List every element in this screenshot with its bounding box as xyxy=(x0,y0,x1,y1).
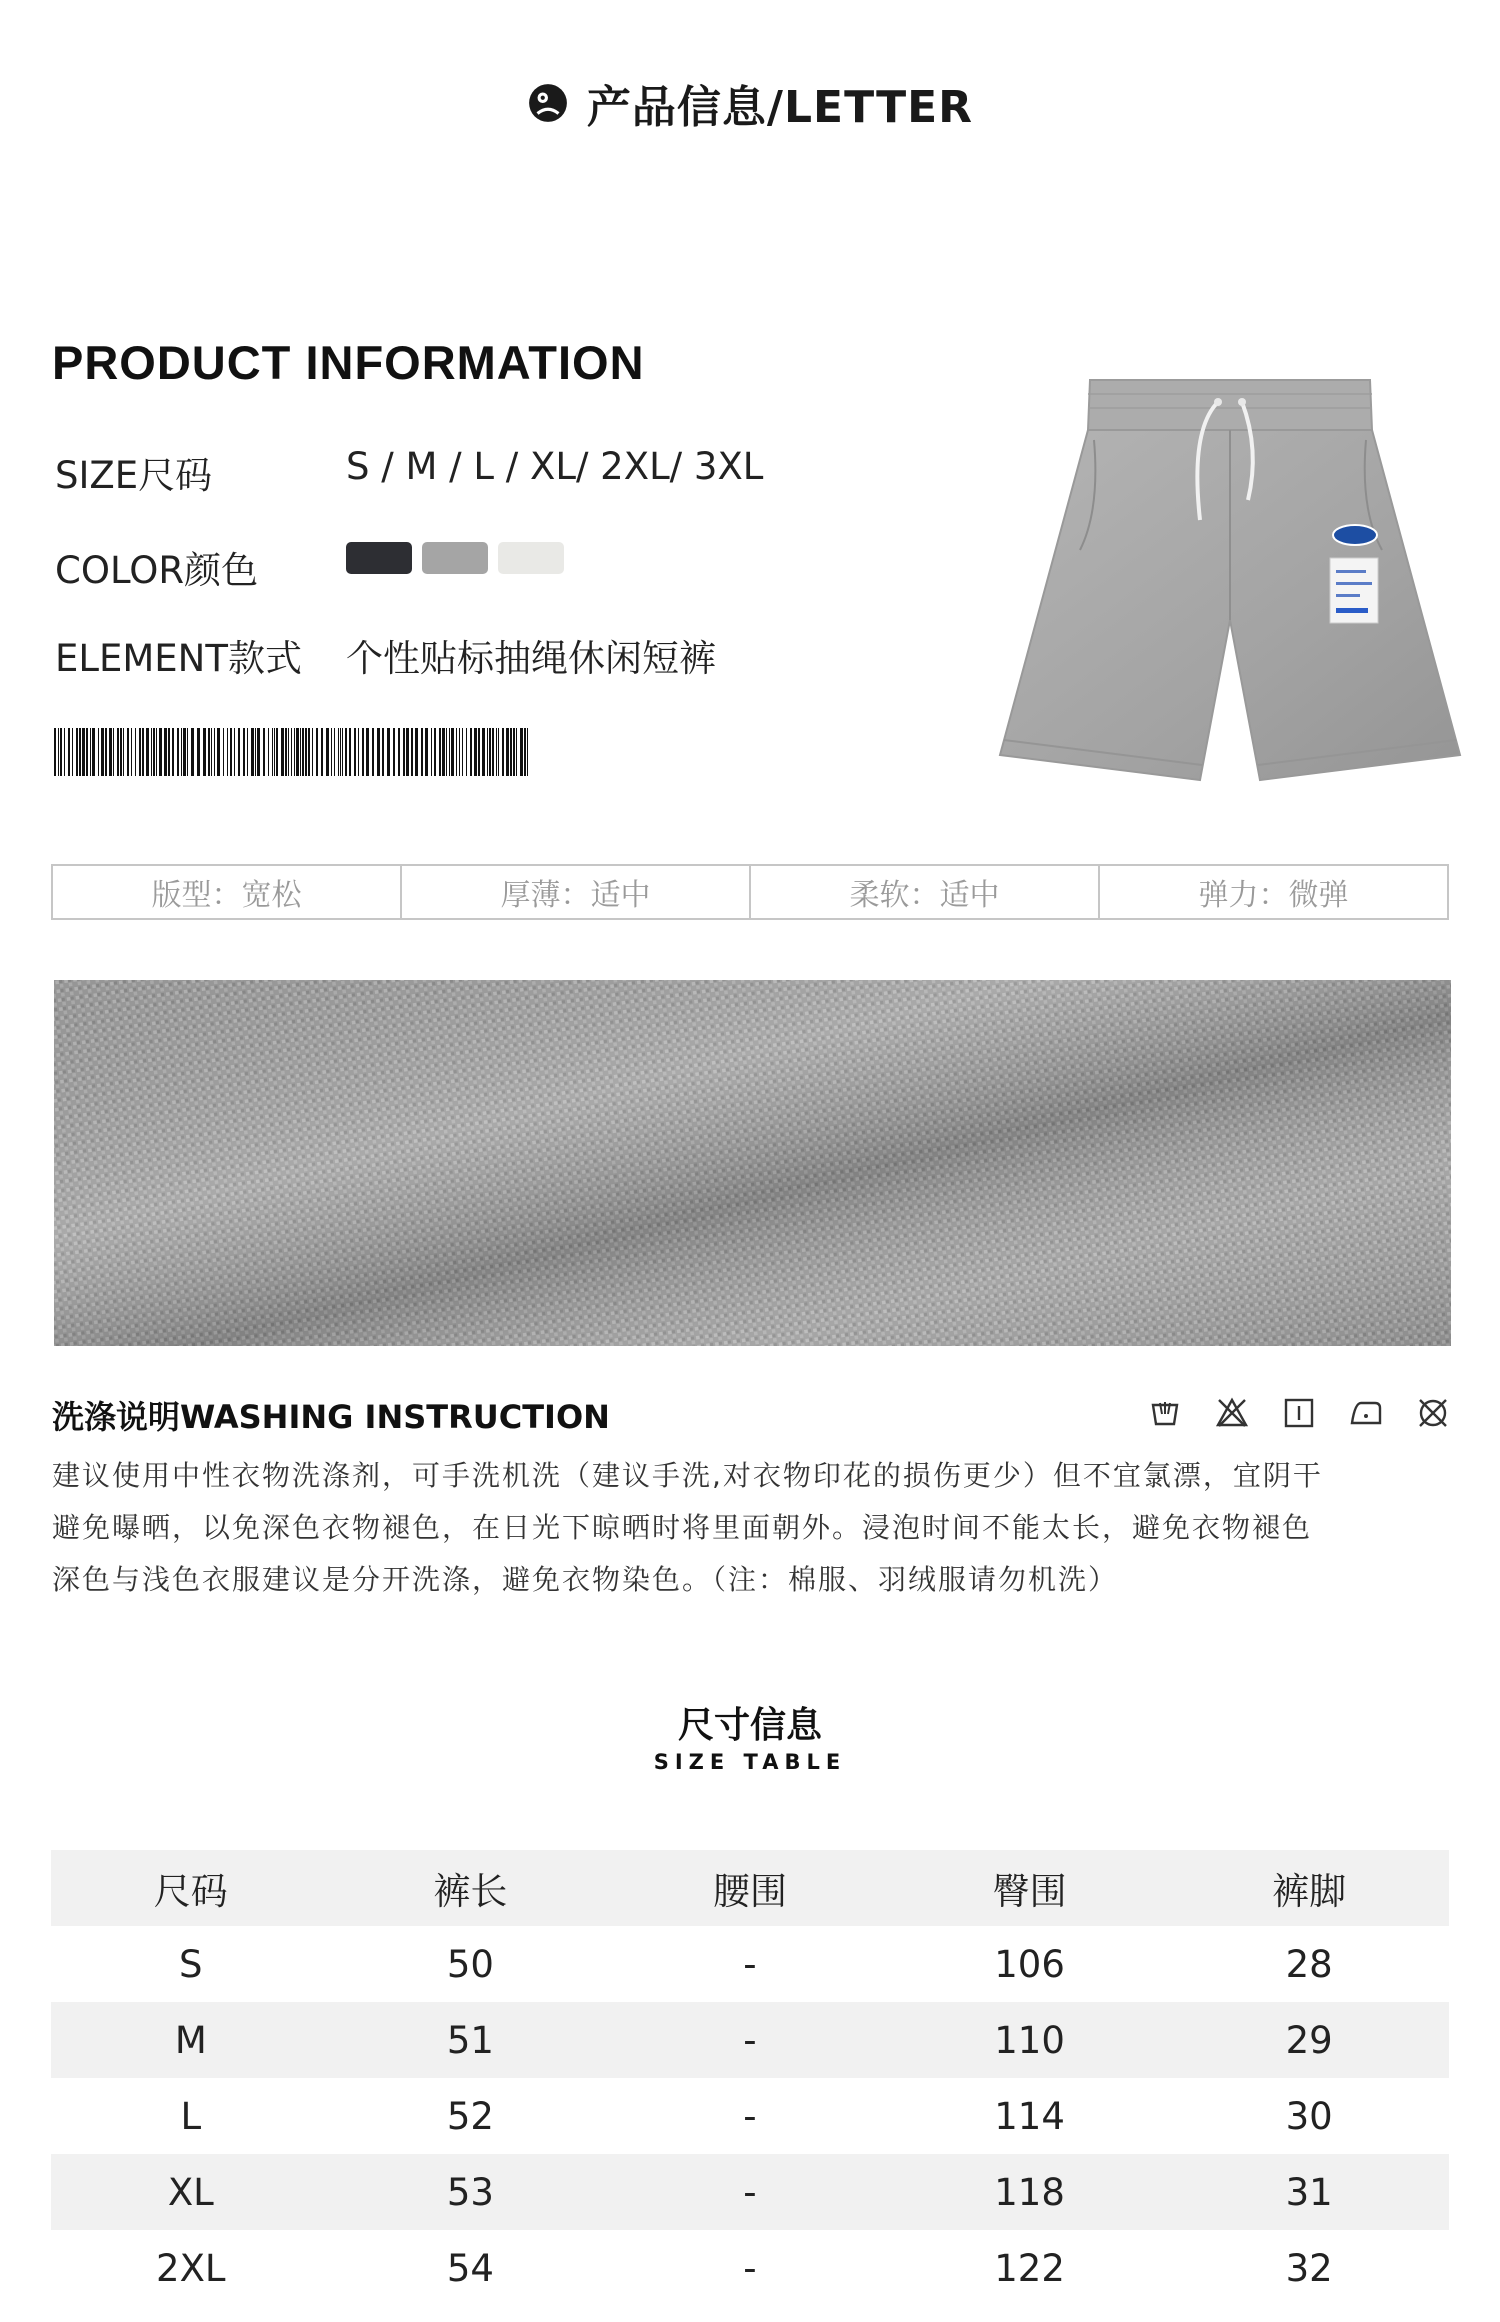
barcode-bar xyxy=(354,728,356,776)
barcode-bar xyxy=(456,728,457,776)
table-cell: - xyxy=(743,2170,757,2214)
barcode-bar xyxy=(211,728,212,776)
barcode-bar xyxy=(387,728,390,776)
barcode-bar xyxy=(208,728,210,776)
barcode-bar xyxy=(272,728,273,776)
barcode-bar xyxy=(214,728,215,776)
barcode-bar xyxy=(446,728,447,776)
product-info-title: PRODUCT INFORMATION xyxy=(52,336,645,389)
table-cell: - xyxy=(743,2018,757,2062)
table-cell: 106 xyxy=(994,1942,1065,1986)
barcode-bar xyxy=(90,728,91,776)
table-cell: 53 xyxy=(446,2170,494,2214)
table-cell: L xyxy=(180,2094,202,2138)
table-header-cell: 裤脚 xyxy=(1272,1870,1347,1913)
table-header-cell: 裤长 xyxy=(433,1870,508,1913)
washing-title: 洗涤说明WASHING INSTRUCTION xyxy=(52,1398,610,1436)
barcode-bar xyxy=(442,728,445,776)
barcode-bar xyxy=(117,728,119,776)
no-bleach-icon xyxy=(1215,1396,1249,1430)
care-icons xyxy=(1148,1396,1450,1430)
barcode-bar xyxy=(466,728,467,776)
barcode-bar xyxy=(156,728,157,776)
attribute-cell: 柔软：适中 xyxy=(751,866,1100,918)
barcode-bar xyxy=(459,728,460,776)
product-photo-shorts xyxy=(990,370,1470,800)
table-header-cell: 尺码 xyxy=(153,1870,228,1913)
barcode-bar xyxy=(142,728,144,776)
barcode-bar xyxy=(372,728,374,776)
washing-line: 深色与浅色衣服建议是分开洗涤，避免衣物染色。（注：棉服、羽绒服请勿机洗） xyxy=(52,1563,1119,1596)
barcode-bar xyxy=(358,728,359,776)
barcode-bar xyxy=(489,728,491,776)
barcode-bar xyxy=(76,728,78,776)
barcode-bar xyxy=(92,728,95,776)
table-cell: - xyxy=(743,1942,757,1986)
barcode-bar xyxy=(431,728,432,776)
barcode-bar xyxy=(300,728,301,776)
barcode-bar xyxy=(127,728,129,776)
barcode-bar xyxy=(288,728,289,776)
size-table-title: 尺寸信息 xyxy=(677,1705,822,1746)
barcode-bar xyxy=(296,728,299,776)
barcode-bar xyxy=(415,728,418,776)
barcode-bar xyxy=(331,728,332,776)
barcode-bar xyxy=(478,728,480,776)
barcode-bar xyxy=(183,728,186,776)
barcode-bar xyxy=(255,728,256,776)
element-label: ELEMENT款式 xyxy=(55,637,302,680)
barcode-bar xyxy=(393,728,395,776)
barcode-bar xyxy=(58,728,59,776)
table-cell: 29 xyxy=(1285,2018,1333,2062)
table-cell: 32 xyxy=(1285,2246,1333,2290)
barcode-bar xyxy=(68,728,70,776)
barcode-bar xyxy=(334,728,335,776)
barcode-bar xyxy=(86,728,88,776)
table-row xyxy=(51,2154,1449,2230)
barcode-bar xyxy=(439,728,441,776)
table-cell: 122 xyxy=(994,2246,1065,2290)
table-cell: 50 xyxy=(446,1942,494,1986)
barcode-bar xyxy=(516,728,517,776)
barcode-bar xyxy=(105,728,107,776)
barcode-bar xyxy=(498,728,499,776)
washing-line: 避免曝晒，以免深色衣物褪色，在日光下晾晒时将里面朝外。浸泡时间不能太长，避免衣物褪色 xyxy=(52,1511,1313,1544)
barcode-bar xyxy=(168,728,170,776)
size-table xyxy=(51,1850,1449,2306)
barcode-bar xyxy=(487,728,488,776)
barcode-bar xyxy=(340,728,341,776)
table-cell: 2XL xyxy=(156,2246,226,2290)
table-cell: 30 xyxy=(1285,2094,1333,2138)
barcode-bar xyxy=(321,728,323,776)
table-cell: 52 xyxy=(446,2094,494,2138)
barcode-bar xyxy=(502,728,504,776)
table-cell: XL xyxy=(167,2170,214,2214)
barcode-bar xyxy=(474,728,477,776)
barcode-bar xyxy=(247,728,248,776)
barcode-bar xyxy=(425,728,428,776)
size-label: SIZE尺码 xyxy=(55,454,213,497)
barcode-bar xyxy=(227,728,228,776)
table-cell: 110 xyxy=(994,2018,1065,2062)
table-cell: - xyxy=(743,2246,757,2290)
barcode-bar xyxy=(305,728,307,776)
attribute-cell: 厚薄：适中 xyxy=(402,866,751,918)
barcode-bar xyxy=(217,728,220,776)
barcode-bar xyxy=(338,728,339,776)
fabric-closeup-photo xyxy=(54,980,1451,1346)
table-cell: 28 xyxy=(1285,1942,1333,1986)
barcode-bar xyxy=(60,728,62,776)
barcode-bar xyxy=(274,728,275,776)
table-cell: 114 xyxy=(994,2094,1065,2138)
iron-icon xyxy=(1349,1396,1383,1430)
table-row xyxy=(51,1926,1449,2002)
barcode-bar xyxy=(238,728,240,776)
attribute-cell: 弹力：微弹 xyxy=(1198,878,1349,913)
color-label: COLOR颜色 xyxy=(55,549,259,592)
table-header-cell: 腰围 xyxy=(712,1870,787,1913)
attribute-row xyxy=(51,864,1449,920)
barcode-bar xyxy=(223,728,224,776)
barcode-bar xyxy=(449,728,450,776)
barcode-bar xyxy=(181,728,182,776)
table-cell: 51 xyxy=(446,2018,494,2062)
tumble-dry-icon xyxy=(1282,1396,1316,1430)
barcode-bar xyxy=(243,728,245,776)
barcode-bar xyxy=(203,728,206,776)
size-value: S / M / L / XL/ 2XL/ 3XL xyxy=(346,445,764,488)
barcode-bar xyxy=(276,728,278,776)
table-cell: 118 xyxy=(994,2170,1065,2214)
barcode-bar xyxy=(285,728,287,776)
barcode-bar xyxy=(349,728,351,776)
barcode-bar xyxy=(382,728,384,776)
barcode-bar xyxy=(342,728,343,776)
barcode-bar xyxy=(312,728,313,776)
table-cell: M xyxy=(174,2018,207,2062)
barcode-bar xyxy=(470,728,472,776)
color-swatches xyxy=(346,542,564,574)
color-swatch-light xyxy=(498,542,564,574)
barcode-bar xyxy=(191,728,194,776)
barcode-bar xyxy=(82,728,85,776)
attribute-cell: 版型：宽松 xyxy=(53,866,402,918)
barcode-bar xyxy=(72,728,73,776)
table-cell: S xyxy=(179,1942,203,1986)
barcode-bar xyxy=(131,728,132,776)
barcode-bar xyxy=(257,728,260,776)
barcode-bar xyxy=(64,728,65,776)
barcode-bar xyxy=(251,728,254,776)
barcode-bar xyxy=(109,728,112,776)
character-logo-icon xyxy=(527,82,569,124)
table-cell: - xyxy=(743,2094,757,2138)
barcode-bar xyxy=(291,728,292,776)
barcode-bar xyxy=(496,728,497,776)
barcode-bar xyxy=(146,728,149,776)
barcode-bar xyxy=(527,728,528,776)
barcode-bar xyxy=(177,728,179,776)
barcode-bar xyxy=(151,728,152,776)
color-swatch-gray xyxy=(422,542,488,574)
barcode-bar xyxy=(326,728,329,776)
page-title: 产品信息/LETTER xyxy=(586,82,974,133)
element-value: 个性贴标抽绳休闲短裤 xyxy=(346,637,716,680)
barcode-bar xyxy=(164,728,167,776)
barcode-bar xyxy=(123,728,124,776)
barcode-bar xyxy=(294,728,295,776)
table-row xyxy=(51,2230,1449,2306)
barcode-bar xyxy=(281,728,284,776)
page-header xyxy=(0,68,1500,138)
barcode-bar xyxy=(434,728,436,776)
barcode-bar xyxy=(520,728,523,776)
barcode-bar xyxy=(492,728,494,776)
barcode-bar xyxy=(451,728,454,776)
barcode-bar xyxy=(482,728,485,776)
barcode-bar xyxy=(172,728,174,776)
barcode-bar xyxy=(421,728,423,776)
barcode-bar xyxy=(197,728,200,776)
color-swatch-dark xyxy=(346,542,412,574)
barcode-bar xyxy=(362,728,364,776)
barcode-bar xyxy=(159,728,162,776)
barcode-graphic xyxy=(54,728,528,776)
barcode-bar xyxy=(98,728,99,776)
barcode-bar xyxy=(403,728,405,776)
table-cell: 54 xyxy=(446,2246,494,2290)
no-dry-clean-icon xyxy=(1416,1396,1450,1430)
barcode-bar xyxy=(268,728,269,776)
barcode-bar xyxy=(120,728,122,776)
barcode-bar xyxy=(524,728,526,776)
barcode-bar xyxy=(101,728,104,776)
hand-wash-icon xyxy=(1148,1396,1182,1430)
barcode-bar xyxy=(377,728,380,776)
table-row xyxy=(51,2002,1449,2078)
barcode-bar xyxy=(513,728,515,776)
washing-text xyxy=(52,1450,1452,1606)
barcode-bar xyxy=(187,728,188,776)
barcode-bar xyxy=(316,728,318,776)
barcode-bar xyxy=(135,728,136,776)
barcode-bar xyxy=(234,728,235,776)
size-table-subtitle: SIZE TABLE xyxy=(653,1750,847,1774)
barcode-bar xyxy=(54,728,56,776)
table-row xyxy=(51,2078,1449,2154)
barcode-bar xyxy=(230,728,232,776)
barcode-bar xyxy=(411,728,413,776)
barcode-bar xyxy=(113,728,114,776)
barcode-bar xyxy=(263,728,265,776)
barcode-bar xyxy=(139,728,141,776)
table-cell: 31 xyxy=(1285,2170,1333,2214)
barcode-bar xyxy=(406,728,409,776)
barcode-bar xyxy=(302,728,304,776)
table-header-row xyxy=(51,1850,1449,1926)
barcode-bar xyxy=(153,728,155,776)
barcode-bar xyxy=(79,728,81,776)
barcode-bar xyxy=(308,728,310,776)
barcode-bar xyxy=(366,728,369,776)
barcode-bar xyxy=(462,728,463,776)
barcode-bar xyxy=(398,728,400,776)
barcode-bar xyxy=(345,728,347,776)
barcode-bar xyxy=(510,728,512,776)
washing-line: 建议使用中性衣物洗涤剂，可手洗机洗（建议手洗,对衣物印花的损伤更少）但不宜氯漂，宜阴干 xyxy=(52,1459,1323,1492)
table-header-cell: 臀围 xyxy=(992,1870,1067,1913)
barcode-bar xyxy=(506,728,509,776)
